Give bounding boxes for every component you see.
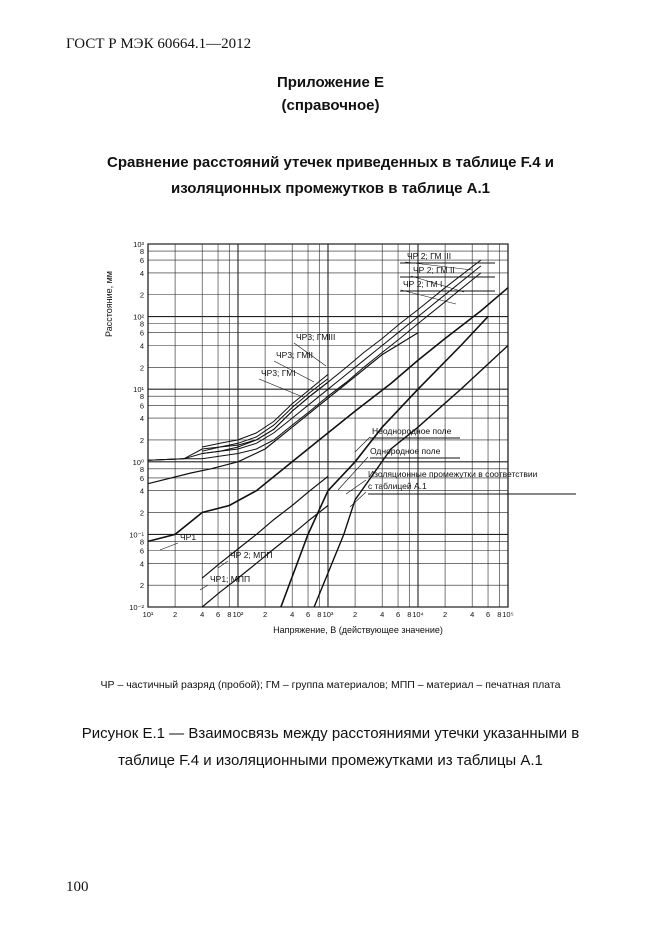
x-tick-label: 10⁵ <box>502 610 514 619</box>
y-tick-label: 10⁻² <box>129 603 144 612</box>
x-tick-label: 2 <box>263 610 268 619</box>
y-tick-label: 8 <box>139 464 144 474</box>
chart-annotation: ЧР 2; ГМ I <box>403 279 443 289</box>
chart-annotation: ЧР 2; ГМ III <box>407 251 452 261</box>
x-tick-label: 2 <box>173 610 178 619</box>
x-tick-label: 8 <box>227 610 232 619</box>
x-tick-label: 4 <box>380 610 385 619</box>
x-tick-label: 10² <box>232 610 244 619</box>
annotation-leader <box>350 492 366 507</box>
y-axis-label: Расстояние, мм <box>104 271 114 337</box>
chart-annotation: ЧР3; ГМII <box>276 350 313 360</box>
y-tick-label: 4 <box>139 341 144 351</box>
figure-caption-line1: Рисунок Е.1 — Взаимосвязь между расстояниями утечки указанными в <box>81 725 580 742</box>
chart-annotation: ЧР3; ГМI <box>261 368 296 378</box>
section-heading-line2: изоляционных промежутков в таблице А.1 <box>170 180 490 197</box>
x-tick-label: 8 <box>317 610 322 619</box>
annotation-leader <box>218 561 228 568</box>
y-tick-label: 2 <box>139 290 144 300</box>
y-tick-label: 10¹ <box>133 385 144 395</box>
x-tick-label: 6 <box>485 610 491 619</box>
x-tick-label: 8 <box>407 610 412 619</box>
y-tick-label: 2 <box>139 435 144 445</box>
section-heading-line1: Сравнение расстояний утечек приведенных в таблице F.4 и <box>106 154 554 171</box>
x-axis-label: Напряжение, В (действующее значение) <box>273 625 443 635</box>
y-tick-label: 6 <box>139 546 144 556</box>
y-tick-label: 8 <box>139 537 144 547</box>
x-tick-label: 6 <box>215 610 221 619</box>
y-tick-label: 6 <box>139 328 144 338</box>
chart-annotation: ЧР3; ГМIII <box>296 332 336 342</box>
chart-annotation: ЧР1; МПП <box>210 574 251 584</box>
y-tick-label: 10⁻¹ <box>129 530 144 540</box>
figure-legend: ЧР – частичный разряд (пробой); ГМ – группа материалов; МПП – материал – печатная плата <box>100 679 561 691</box>
y-tick-label: 2 <box>139 581 144 591</box>
chart-annotation: Однородное поле <box>370 446 441 456</box>
y-tick-label: 2 <box>139 363 144 373</box>
figure-caption-line2: таблице F.4 и изоляционными промежутками из таблицы А.1 <box>118 752 543 769</box>
y-tick-label: 4 <box>139 414 144 424</box>
y-tick-label: 4 <box>139 486 144 496</box>
annotation-leader <box>346 480 366 494</box>
x-tick-label: 10³ <box>322 610 334 619</box>
y-tick-label: 4 <box>139 559 144 569</box>
chart-annotation: ЧР1 <box>180 532 197 542</box>
x-tick-label: 2 <box>443 610 448 619</box>
figure-chart <box>100 232 590 652</box>
y-tick-label: 8 <box>139 247 144 257</box>
document-header: ГОСТ Р МЭК 60664.1—2012 <box>66 36 252 52</box>
chart-annotation: ЧР 2; ГМ II <box>413 265 455 275</box>
x-tick-label: 6 <box>395 610 401 619</box>
y-tick-label: 2 <box>139 508 144 518</box>
chart-annotation: Изоляционные промежутки в соответствии <box>368 469 538 479</box>
x-tick-label: 4 <box>290 610 295 619</box>
x-tick-label: 10¹ <box>142 610 154 619</box>
annotation-leader <box>259 379 303 397</box>
x-tick-label: 4 <box>470 610 475 619</box>
annex-title: Приложение Е <box>276 74 385 91</box>
page-number: 100 <box>66 879 89 895</box>
annotation-leader <box>200 585 208 590</box>
y-tick-label: 4 <box>139 268 144 278</box>
x-tick-label: 10⁴ <box>412 610 424 619</box>
chart-annotation: ЧР 2; МПП <box>230 550 273 560</box>
chart-annotation: с таблицей А.1 <box>368 481 427 491</box>
y-tick-label: 10³ <box>133 240 144 249</box>
x-tick-label: 4 <box>200 610 205 619</box>
y-tick-label: 6 <box>139 473 144 483</box>
chart-annotation: Неоднородное поле <box>372 426 452 436</box>
x-tick-label: 8 <box>497 610 502 619</box>
y-tick-label: 10² <box>133 312 144 322</box>
y-tick-label: 6 <box>139 401 144 411</box>
x-tick-label: 2 <box>353 610 358 619</box>
chart-svg <box>100 232 590 652</box>
annex-subtitle: (справочное) <box>281 97 380 114</box>
y-tick-label: 10⁰ <box>132 457 144 467</box>
y-tick-label: 6 <box>139 256 144 266</box>
y-tick-label: 8 <box>139 392 144 402</box>
y-tick-label: 8 <box>139 319 144 329</box>
x-tick-label: 6 <box>305 610 311 619</box>
